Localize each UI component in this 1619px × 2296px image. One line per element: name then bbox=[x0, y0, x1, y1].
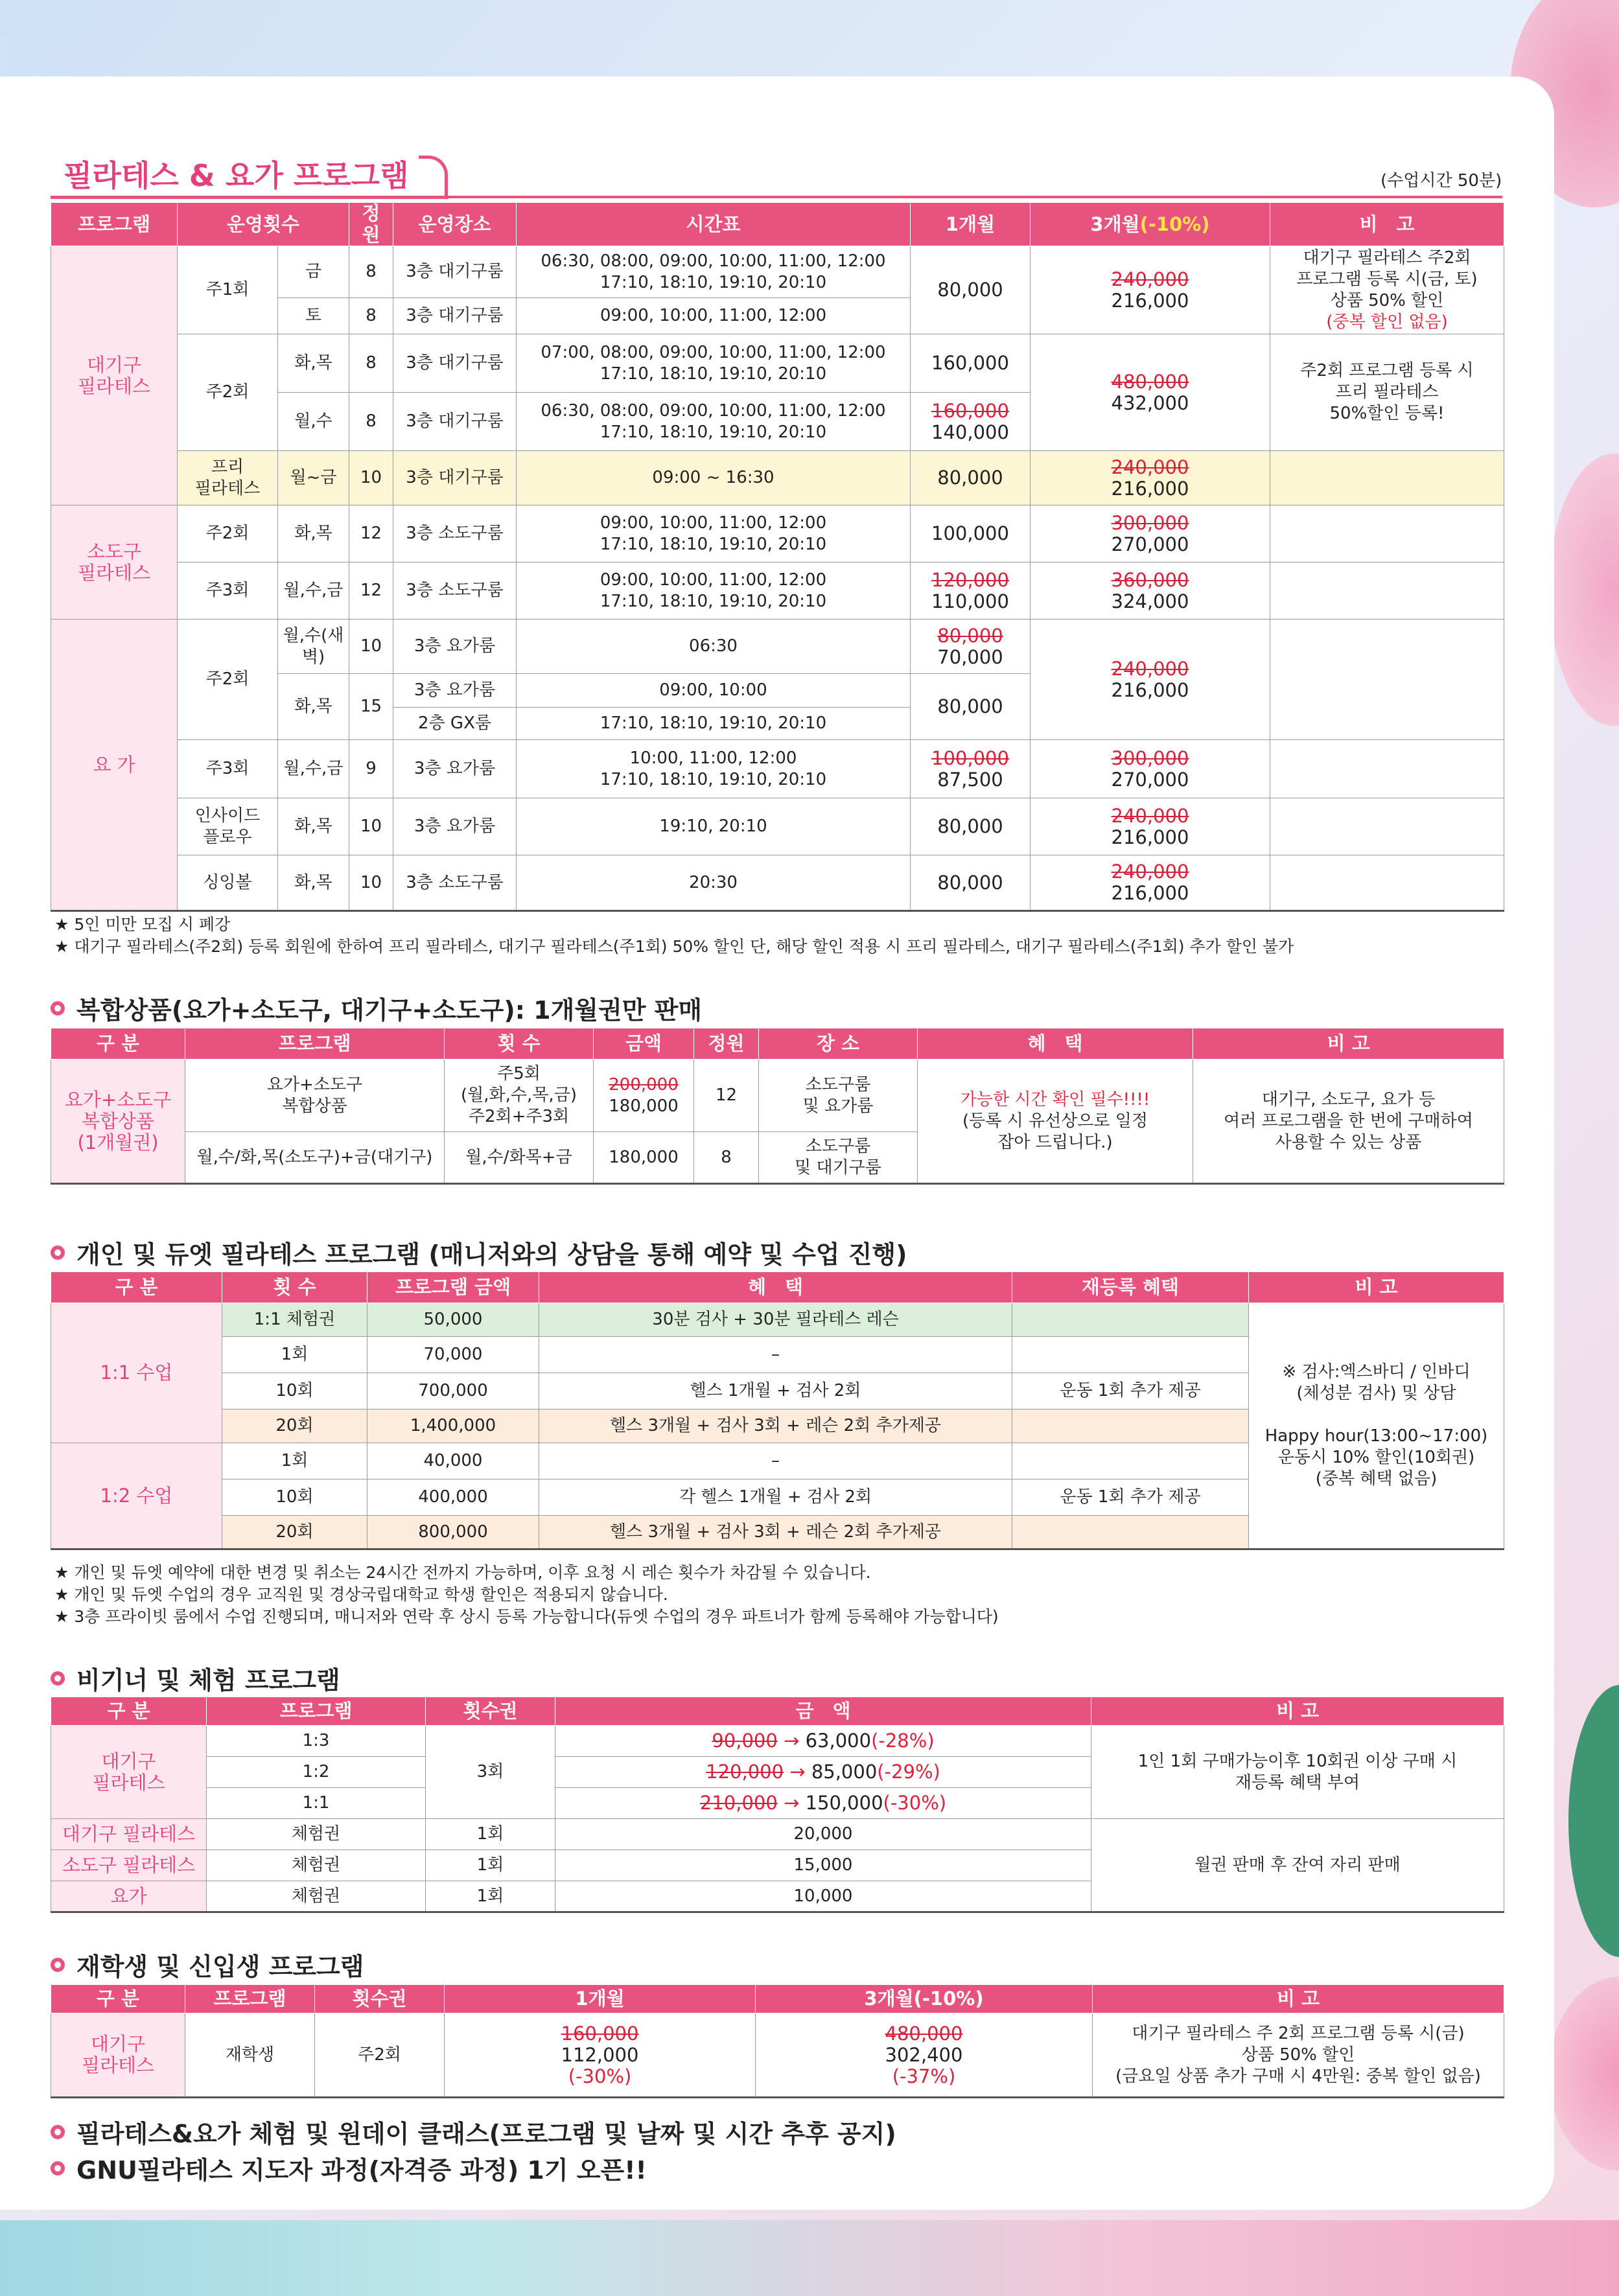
place: 3층 소도구룸 bbox=[393, 562, 517, 620]
note bbox=[1270, 798, 1504, 855]
th: 프로그램 bbox=[185, 1028, 445, 1060]
re-benefit: 운동 1회 추가 제공 bbox=[1012, 1479, 1249, 1516]
th: 비 고 bbox=[1093, 1985, 1504, 2013]
category-sodo: 소도구 필라테스 bbox=[51, 505, 178, 620]
category-yoga: 요 가 bbox=[51, 620, 178, 911]
th: 3개월(-10%) bbox=[756, 1985, 1093, 2013]
benefit: 30분 검사 + 30분 필라테스 레슨 bbox=[539, 1303, 1012, 1337]
price: 210,000 → 150,000(-30%) bbox=[555, 1788, 1091, 1819]
freq: 주2회 bbox=[178, 620, 278, 740]
group-1to1: 1:1 수업 bbox=[51, 1303, 222, 1443]
count: 1회 bbox=[426, 1819, 555, 1850]
th: 구 분 bbox=[51, 1697, 207, 1726]
th: 구 분 bbox=[51, 1028, 185, 1060]
count: 1회 bbox=[426, 1850, 555, 1881]
program: 재학생 bbox=[185, 2013, 315, 2098]
program: 체험권 bbox=[207, 1881, 426, 1912]
price: 15,000 bbox=[555, 1850, 1091, 1881]
price: 800,000 bbox=[367, 1516, 539, 1549]
program: 1:2 bbox=[207, 1757, 426, 1788]
day: 화,목 bbox=[278, 855, 349, 911]
category: 대기구 필라테스 bbox=[51, 1726, 207, 1819]
day: 월~금 bbox=[278, 451, 349, 505]
th-program: 프로그램 bbox=[51, 203, 178, 246]
schedule: 09:00, 10:00, 11:00, 12:00 bbox=[517, 298, 911, 334]
day: 월,수,금 bbox=[278, 740, 349, 798]
freq: 주1회 bbox=[178, 246, 278, 334]
place: 3층 요가룸 bbox=[393, 674, 517, 708]
price-1m: 160,000 140,000 bbox=[911, 393, 1031, 451]
th: 정원 bbox=[694, 1028, 759, 1060]
schedule: 07:00, 08:00, 09:00, 10:00, 11:00, 12:00 17:10, 18:10, 19:10, 20:10 bbox=[517, 334, 911, 393]
count: 20회 bbox=[222, 1516, 367, 1549]
benefit: – bbox=[539, 1443, 1012, 1479]
price: 10,000 bbox=[555, 1881, 1091, 1912]
count: 10회 bbox=[222, 1373, 367, 1409]
place: 3층 요가룸 bbox=[393, 798, 517, 855]
th: 혜 택 bbox=[539, 1272, 1012, 1303]
place: 3층 소도구룸 bbox=[393, 855, 517, 911]
price-3m: 240,000 216,000 bbox=[1031, 798, 1270, 855]
schedule: 09:00, 10:00, 11:00, 12:00 17:10, 18:10, 19:10, 20:10 bbox=[517, 562, 911, 620]
category: 요가+소도구 복합상품 (1개월권) bbox=[51, 1060, 185, 1184]
announcement-instructor: GNU필라테스 지도자 과정(자격증 과정) 1기 오픈!! bbox=[51, 2150, 647, 2186]
category: 대기구 필라테스 bbox=[51, 2013, 185, 2098]
note bbox=[1270, 451, 1504, 505]
program: 체험권 bbox=[207, 1850, 426, 1881]
price-1m: 80,000 70,000 bbox=[911, 620, 1031, 674]
th-1month: 1개월 bbox=[911, 203, 1031, 246]
beginner-table bbox=[51, 1697, 1504, 1913]
re-benefit bbox=[1012, 1409, 1249, 1443]
price-3m: 300,000 270,000 bbox=[1031, 505, 1270, 562]
place: 3층 요가룸 bbox=[393, 740, 517, 798]
pink-petal-decoration bbox=[1549, 1977, 1619, 2171]
freq: 주2회 bbox=[178, 505, 278, 562]
re-benefit bbox=[1012, 1303, 1249, 1337]
th-3month: 3개월(-10%) bbox=[1031, 203, 1270, 246]
count: 3회 bbox=[426, 1726, 555, 1819]
program: 1:3 bbox=[207, 1726, 426, 1757]
price-1m: 80,000 bbox=[911, 855, 1031, 911]
schedule: 09:00, 10:00, 11:00, 12:00 17:10, 18:10, 19:10, 20:10 bbox=[517, 505, 911, 562]
program: 월,수/화,목(소도구)+금(대기구) bbox=[185, 1132, 445, 1184]
price-3m: 360,000 324,000 bbox=[1031, 562, 1270, 620]
th: 프로그램 bbox=[207, 1697, 426, 1726]
freq: 싱잉볼 bbox=[178, 855, 278, 911]
day: 토 bbox=[278, 298, 349, 334]
note: 대기구 필라테스 주2회 프로그램 등록 시(금, 토) 상품 50% 할인 (중복 할인 없음) bbox=[1270, 246, 1504, 334]
benefit: 헬스 3개월 + 검사 3회 + 레슨 2회 추가제공 bbox=[539, 1516, 1012, 1549]
bullet-icon bbox=[51, 1246, 65, 1260]
class-time-note: (수업시간 50분) bbox=[1380, 171, 1502, 191]
note bbox=[1270, 505, 1504, 562]
price-1m: 120,000 110,000 bbox=[911, 562, 1031, 620]
th-schedule: 시간표 bbox=[517, 203, 911, 246]
day: 화,목 bbox=[278, 674, 349, 740]
price-1m: 160,000 bbox=[911, 334, 1031, 393]
price: 180,000 bbox=[594, 1132, 694, 1184]
table1-notes bbox=[54, 914, 1294, 958]
note bbox=[1270, 740, 1504, 798]
pink-petal-decoration bbox=[1549, 454, 1619, 726]
price: 1,400,000 bbox=[367, 1409, 539, 1443]
price-1m: 80,000 bbox=[911, 798, 1031, 855]
th: 프로그램 bbox=[185, 1985, 315, 2013]
day: 금 bbox=[278, 246, 349, 298]
price-1m: 80,000 bbox=[911, 246, 1031, 334]
schedule: 09:00, 10:00 bbox=[517, 674, 911, 708]
freq: 인사이드 플로우 bbox=[178, 798, 278, 855]
category: 요가 bbox=[51, 1881, 207, 1912]
schedule: 10:00, 11:00, 12:00 17:10, 18:10, 19:10, 20:10 bbox=[517, 740, 911, 798]
benefit: – bbox=[539, 1337, 1012, 1373]
count: 10회 bbox=[222, 1479, 367, 1516]
price: 120,000 → 85,000(-29%) bbox=[555, 1757, 1091, 1788]
note bbox=[1270, 620, 1504, 740]
th: 재등록 혜택 bbox=[1012, 1272, 1249, 1303]
price: 50,000 bbox=[367, 1303, 539, 1337]
note: 대기구 필라테스 주 2회 프로그램 등록 시(금) 상품 50% 할인 (금요일 상품 추가 구매 시 4만원: 중복 할인 없음) bbox=[1093, 2013, 1504, 2098]
bullet-icon bbox=[51, 1958, 65, 1972]
price: 400,000 bbox=[367, 1479, 539, 1516]
section-title-beginner: 비기너 및 체험 프로그램 bbox=[51, 1660, 340, 1696]
section-title-personal: 개인 및 듀엣 필라테스 프로그램 (매니저와의 상담을 통해 예약 및 수업 진행) bbox=[51, 1235, 907, 1270]
day: 월,수,금 bbox=[278, 562, 349, 620]
schedule: 06:30, 08:00, 09:00, 10:00, 11:00, 12:00 17:10, 18:10, 19:10, 20:10 bbox=[517, 246, 911, 298]
category: 소도구 필라테스 bbox=[51, 1850, 207, 1881]
cap: 12 bbox=[349, 562, 393, 620]
place: 3층 요가룸 bbox=[393, 620, 517, 674]
benefit: 가능한 시간 확인 필수!!!! (등록 시 유선상으로 일정 잡아 드립니다.) bbox=[918, 1060, 1193, 1184]
freq: 주3회 bbox=[178, 562, 278, 620]
price-1m: 160,000 112,000 (-30%) bbox=[445, 2013, 756, 2098]
count: 주2회 bbox=[315, 2013, 445, 2098]
price: 40,000 bbox=[367, 1443, 539, 1479]
price: 70,000 bbox=[367, 1337, 539, 1373]
count: 1:1 체험권 bbox=[222, 1303, 367, 1337]
cap: 8 bbox=[694, 1132, 759, 1184]
announcement-oneday: 필라테스&요가 체험 및 원데이 클래스(프로그램 및 날짜 및 시간 추후 공지) bbox=[51, 2114, 896, 2150]
day: 월,수(새벽) bbox=[278, 620, 349, 674]
pilates-yoga-table bbox=[51, 202, 1504, 912]
cap: 8 bbox=[349, 393, 393, 451]
page-title: 필라테스 & 요가 프로그램 bbox=[51, 156, 448, 199]
th: 장 소 bbox=[759, 1028, 918, 1060]
note: 1인 1회 구매가능이후 10회권 이상 구매 시 재등록 혜택 부여 bbox=[1091, 1726, 1504, 1819]
schedule: 06:30 bbox=[517, 620, 911, 674]
cap: 8 bbox=[349, 334, 393, 393]
bullet-icon bbox=[51, 2125, 65, 2139]
count: 20회 bbox=[222, 1409, 367, 1443]
note-line: ★ 개인 및 듀엣 예약에 대한 변경 및 취소는 24시간 전까지 가능하며, 이후 요청 시 레슨 횟수가 차감될 수 있습니다. bbox=[54, 1563, 871, 1582]
price-3m: 480,000 432,000 bbox=[1031, 334, 1270, 451]
cap: 12 bbox=[349, 505, 393, 562]
price: 200,000 180,000 bbox=[594, 1060, 694, 1132]
price-1m: 100,000 87,500 bbox=[911, 740, 1031, 798]
note: 대기구, 소도구, 요가 등 여러 프로그램을 한 번에 구매하여 사용할 수 있는 상품 bbox=[1193, 1060, 1504, 1184]
bullet-icon bbox=[51, 2161, 65, 2175]
price: 20,000 bbox=[555, 1819, 1091, 1850]
th: 비 고 bbox=[1193, 1028, 1504, 1060]
place: 소도구룸 및 요가룸 bbox=[759, 1060, 918, 1132]
cap: 10 bbox=[349, 620, 393, 674]
note-line: ★ 3층 프라이빗 룸에서 수업 진행되며, 매니저와 연락 후 상시 등록 가능합니다(듀엣 수업의 경우 파트너가 함께 등록해야 가능합니다) bbox=[54, 1607, 999, 1626]
price-1m: 80,000 bbox=[911, 674, 1031, 740]
cap: 15 bbox=[349, 674, 393, 740]
title-underline bbox=[51, 196, 1502, 198]
schedule: 19:10, 20:10 bbox=[517, 798, 911, 855]
note: 월권 판매 후 잔여 자리 판매 bbox=[1091, 1819, 1504, 1912]
place: 3층 대기구룸 bbox=[393, 334, 517, 393]
price-1m: 80,000 bbox=[911, 451, 1031, 505]
place: 3층 대기구룸 bbox=[393, 246, 517, 298]
th: 프로그램 금액 bbox=[367, 1272, 539, 1303]
note: 주2회 프로그램 등록 시 프리 필라테스 50%할인 등록! bbox=[1270, 334, 1504, 451]
freq: 프리 필라테스 bbox=[178, 451, 278, 505]
section-title-student: 재학생 및 신입생 프로그램 bbox=[51, 1947, 364, 1982]
green-leaf-decoration bbox=[1568, 1685, 1619, 1957]
th-capacity: 정원 bbox=[349, 203, 393, 246]
price-3m: 300,000 270,000 bbox=[1031, 740, 1270, 798]
schedule: 06:30, 08:00, 09:00, 10:00, 11:00, 12:00 17:10, 18:10, 19:10, 20:10 bbox=[517, 393, 911, 451]
cap: 9 bbox=[349, 740, 393, 798]
table3-notes bbox=[54, 1562, 999, 1628]
price: 90,000 → 63,000(-28%) bbox=[555, 1726, 1091, 1757]
place: 3층 대기구룸 bbox=[393, 451, 517, 505]
th-note: 비 고 bbox=[1270, 203, 1504, 246]
place: 3층 대기구룸 bbox=[393, 393, 517, 451]
price-3m: 240,000 216,000 bbox=[1031, 855, 1270, 911]
note bbox=[1270, 855, 1504, 911]
th: 구 분 bbox=[51, 1985, 185, 2013]
group-1to2: 1:2 수업 bbox=[51, 1443, 222, 1549]
freq: 주3회 bbox=[178, 740, 278, 798]
cap: 12 bbox=[694, 1060, 759, 1132]
count: 1회 bbox=[222, 1337, 367, 1373]
th: 횟수권 bbox=[426, 1697, 555, 1726]
note-line: ★ 5인 미만 모집 시 폐강 bbox=[54, 915, 231, 934]
th: 횟수권 bbox=[315, 1985, 445, 2013]
day: 화,목 bbox=[278, 505, 349, 562]
schedule: 20:30 bbox=[517, 855, 911, 911]
note: ※ 검사:엑스바디 / 인바디 (체성분 검사) 및 상담 Happy hour(13:00~17:00) 운동시 10% 할인(10회권) (중복 혜택 없음) bbox=[1249, 1303, 1504, 1549]
th: 금액 bbox=[594, 1028, 694, 1060]
bullet-icon bbox=[51, 1001, 65, 1015]
section-title-combo: 복합상품(요가+소도구, 대기구+소도구): 1개월권만 판매 bbox=[51, 990, 702, 1026]
bottom-decoration-bar bbox=[0, 2220, 1619, 2296]
th-frequency: 운영횟수 bbox=[178, 203, 349, 246]
cap: 10 bbox=[349, 798, 393, 855]
cap: 10 bbox=[349, 855, 393, 911]
note bbox=[1270, 562, 1504, 620]
count: 1회 bbox=[426, 1881, 555, 1912]
day: 화,목 bbox=[278, 798, 349, 855]
category: 대기구 필라테스 bbox=[51, 1819, 207, 1850]
place: 소도구룸 및 대기구룸 bbox=[759, 1132, 918, 1184]
bullet-icon bbox=[51, 1671, 65, 1686]
re-benefit bbox=[1012, 1337, 1249, 1373]
day: 월,수 bbox=[278, 393, 349, 451]
th-place: 운영장소 bbox=[393, 203, 517, 246]
schedule: 09:00 ~ 16:30 bbox=[517, 451, 911, 505]
student-table bbox=[51, 1984, 1504, 2098]
th: 구 분 bbox=[51, 1272, 222, 1303]
th: 횟 수 bbox=[222, 1272, 367, 1303]
count: 주5회 (월,화,수,목,금) 주2회+주3회 bbox=[445, 1060, 594, 1132]
program: 요가+소도구 복합상품 bbox=[185, 1060, 445, 1132]
schedule: 17:10, 18:10, 19:10, 20:10 bbox=[517, 708, 911, 740]
place: 2층 GX룸 bbox=[393, 708, 517, 740]
combo-table bbox=[51, 1028, 1504, 1185]
th: 비 고 bbox=[1091, 1697, 1504, 1726]
freq: 주2회 bbox=[178, 334, 278, 451]
price-1m: 100,000 bbox=[911, 505, 1031, 562]
th: 1개월 bbox=[445, 1985, 756, 2013]
cap: 8 bbox=[349, 246, 393, 298]
place: 3층 대기구룸 bbox=[393, 298, 517, 334]
price-3m: 240,000 216,000 bbox=[1031, 451, 1270, 505]
count: 월,수/화목+금 bbox=[445, 1132, 594, 1184]
th: 혜 택 bbox=[918, 1028, 1193, 1060]
price-3m: 480,000 302,400 (-37%) bbox=[756, 2013, 1093, 2098]
cap: 8 bbox=[349, 298, 393, 334]
benefit: 헬스 3개월 + 검사 3회 + 레슨 2회 추가제공 bbox=[539, 1409, 1012, 1443]
th: 금 액 bbox=[555, 1697, 1091, 1726]
benefit: 각 헬스 1개월 + 검사 2회 bbox=[539, 1479, 1012, 1516]
re-benefit bbox=[1012, 1443, 1249, 1479]
program: 체험권 bbox=[207, 1819, 426, 1850]
note-line: ★ 대기구 필라테스(주2회) 등록 회원에 한하여 프리 필라테스, 대기구 필라테스(주1회) 50% 할인 단, 해당 할인 적용 시 프리 필라테스, 대기구 필라테스(주1회) 추가 할인 불가 bbox=[54, 937, 1294, 956]
benefit: 헬스 1개월 + 검사 2회 bbox=[539, 1373, 1012, 1409]
program: 1:1 bbox=[207, 1788, 426, 1819]
personal-table bbox=[51, 1271, 1504, 1550]
day: 화,목 bbox=[278, 334, 349, 393]
category-daegi: 대기구 필라테스 bbox=[51, 246, 178, 505]
note-line: ★ 개인 및 듀엣 수업의 경우 교직원 및 경상국립대학교 학생 할인은 적용되지 않습니다. bbox=[54, 1585, 668, 1604]
price: 700,000 bbox=[367, 1373, 539, 1409]
th: 비 고 bbox=[1249, 1272, 1504, 1303]
price-3m: 240,000 216,000 bbox=[1031, 246, 1270, 334]
cap: 10 bbox=[349, 451, 393, 505]
count: 1회 bbox=[222, 1443, 367, 1479]
re-benefit: 운동 1회 추가 제공 bbox=[1012, 1373, 1249, 1409]
th: 횟 수 bbox=[445, 1028, 594, 1060]
re-benefit bbox=[1012, 1516, 1249, 1549]
place: 3층 소도구룸 bbox=[393, 505, 517, 562]
price-3m: 240,000 216,000 bbox=[1031, 620, 1270, 740]
